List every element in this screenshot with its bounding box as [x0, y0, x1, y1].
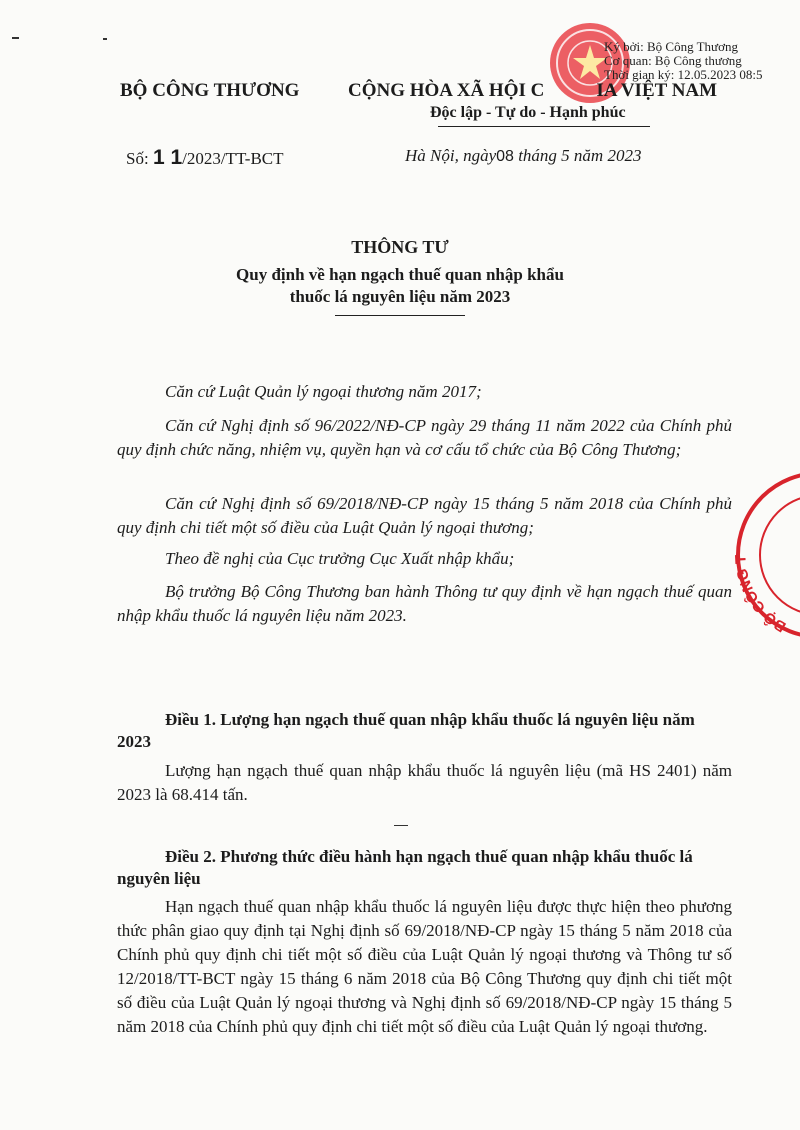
document-subject-line2: thuốc lá nguyên liệu năm 2023: [289, 287, 511, 306]
place-date-head: Hà Nội, ngày: [405, 146, 497, 165]
article-heading-text: Điều 2. Phương thức điều hành hạn ngạch thuế quan nhập khẩu thuốc lá nguyên liệu: [117, 847, 693, 888]
signature-time: Thời gian ký: 12.05.2023 08:5: [604, 67, 763, 82]
doc-number-suffix: /2023/TT-BCT: [182, 149, 284, 168]
preamble-text: Bộ trưởng Bộ Công Thương ban hành Thông tư quy định về hạn ngạch thuế quan nhập khẩu thuốc lá nguyên liệu năm 2023.: [117, 582, 732, 625]
signature-signer: Ký bởi: Bộ Công Thương: [604, 39, 738, 54]
country-name-head: CỘNG HÒA XÃ HỘI C: [348, 80, 545, 101]
motto-underline: [438, 126, 650, 127]
article-2-heading: [117, 846, 732, 890]
article-1-heading: [117, 709, 732, 753]
side-seal-icon: [720, 470, 800, 640]
preamble-item: [117, 414, 732, 462]
document-type: THÔNG TƯ: [351, 237, 449, 257]
preamble-item: [117, 380, 732, 404]
preamble-item: [117, 580, 732, 628]
article-2-body: [117, 895, 732, 1039]
scan-speck: [12, 37, 19, 39]
doc-number-prefix: Số:: [126, 149, 149, 168]
article-1-body: [117, 759, 732, 807]
preamble-text: Căn cứ Nghị định số 96/2022/NĐ-CP ngày 29 tháng 11 năm 2022 của Chính phủ quy định chức năng, nhiệm vụ, quyền hạn và cơ cấu tổ chức của Bộ Công Thương;: [117, 416, 732, 459]
place-date-tail: tháng 5 năm 2023: [518, 146, 642, 165]
national-motto: Độc lập - Tự do - Hạnh phúc: [430, 104, 626, 121]
document-subject-line1: Quy định về hạn ngạch thuế quan nhập khẩu: [236, 265, 564, 284]
place-date-day: 08: [496, 148, 514, 165]
scan-speck: [394, 825, 408, 826]
title-underline: [335, 315, 465, 316]
document-number: [126, 146, 284, 170]
preamble-text: Theo đề nghị của Cục trưởng Cục Xuất nhập khẩu;: [165, 549, 515, 568]
signature-organization: Cơ quan: Bộ Công thương: [604, 53, 742, 68]
article-heading-text: Điều 1. Lượng hạn ngạch thuế quan nhập khẩu thuốc lá nguyên liệu năm 2023: [117, 710, 695, 751]
place-and-date: [405, 146, 641, 166]
doc-number-handwritten: 1 1: [152, 146, 183, 169]
preamble-item: [117, 547, 732, 571]
side-seal-text: BỘ CÔNG T: [732, 554, 790, 636]
country-name: [348, 80, 717, 102]
digital-signature-block: [604, 40, 763, 82]
preamble-text: Căn cứ Luật Quản lý ngoại thương năm 2017;: [165, 382, 482, 401]
article-body-text: Hạn ngạch thuế quan nhập khẩu thuốc lá nguyên liệu được thực hiện theo phương thức phân giao quy định tại Nghị định số 69/2018/NĐ-CP ngày 15 tháng 5 năm 2018 của Chính phủ quy định chi tiết một số điều của Luật Quản lý ngoại thương và Thông tư số 12/2018/TT-BCT ngày 15 tháng 6 năm 2018 của Bộ Công Thương quy định chi tiết một số điều của Luật Quản lý ngoại thương và Nghị định số 69/2018/NĐ-CP ngày 15 tháng 5 năm 2018 của Chính phủ quy định chi tiết một số điều của Luật Quản lý ngoại thương.: [117, 897, 732, 1036]
issuing-agency: BỘ CÔNG THƯƠNG: [120, 80, 300, 101]
country-name-tail: IA VIỆT NAM: [596, 80, 718, 101]
scan-speck: [103, 38, 107, 40]
preamble-item: [117, 492, 732, 540]
article-body-text: Lượng hạn ngạch thuế quan nhập khẩu thuốc lá nguyên liệu (mã HS 2401) năm 2023 là 68.414 tấn.: [117, 761, 732, 804]
preamble-text: Căn cứ Nghị định số 69/2018/NĐ-CP ngày 15 tháng 5 năm 2018 của Chính phủ quy định chi tiết một số điều của Luật Quản lý ngoại thương;: [117, 494, 732, 537]
